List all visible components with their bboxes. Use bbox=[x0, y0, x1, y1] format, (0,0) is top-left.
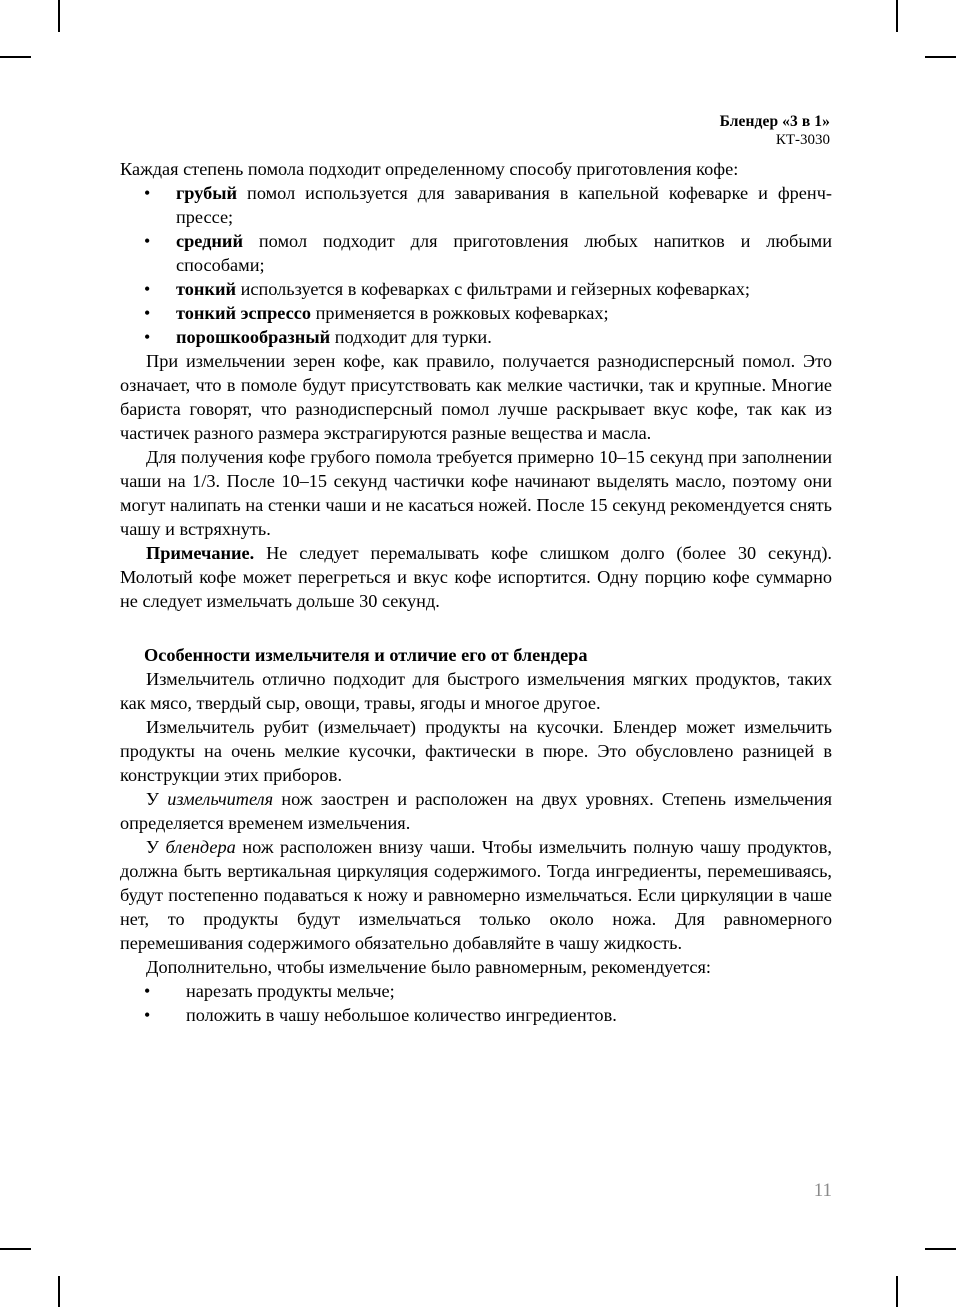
paragraph-polydisperse-grind: При измельчении зерен кофе, как правило, получается разнодисперсный помол. Это означает, что в помоле будут присутствовать как мелкие частички, так и крупные. Многие бариста говорят, что разнодисперсный помол лучше раскрывает вкус кофе, так как из частичек разного размера экстрагируются разные вещества и масла. bbox=[120, 351, 832, 443]
list-item-text: помол используется для заваривания в капельной кофеварке и френч-прессе; bbox=[176, 183, 832, 227]
crop-mark-top-left-horizontal bbox=[0, 56, 31, 58]
crop-mark-bottom-left-vertical bbox=[58, 1276, 60, 1307]
running-head bbox=[120, 112, 830, 150]
crop-mark-bottom-right-vertical bbox=[896, 1276, 898, 1307]
section-spacer bbox=[120, 613, 832, 643]
body-text-column bbox=[120, 157, 832, 1027]
bullet-icon: • bbox=[144, 303, 151, 323]
list-item-lead: порошкообразный bbox=[176, 327, 331, 347]
bullet-icon: • bbox=[144, 327, 151, 347]
bullet-icon: • bbox=[144, 279, 151, 299]
crop-mark-top-left-vertical bbox=[58, 0, 60, 32]
crop-mark-bottom-left-horizontal bbox=[0, 1248, 31, 1250]
list-item bbox=[120, 229, 832, 277]
note-label: Примечание. bbox=[146, 543, 255, 563]
list-item-lead: тонкий bbox=[176, 279, 237, 299]
blender-emphasis: блендера bbox=[165, 837, 236, 857]
list-item bbox=[120, 181, 832, 229]
list-item bbox=[120, 979, 832, 1003]
note-text: Не следует перемалывать кофе слишком долго (более 30 секунд). Молотый кофе может перегреться и вкус кофе испортится. Одну порцию кофе суммарно не следует измельчать дольше 30 секунд. bbox=[120, 543, 832, 611]
bullet-icon: • bbox=[144, 231, 151, 251]
blender-blade-text-after: нож расположен внизу чаши. Чтобы измельчить полную чашу продуктов, должна быть вертикальная циркуляция содержимого. Тогда ингредиенты, перемешиваясь, будут постепенно подаваться к ножу и равномерно измельчаться. Если циркуляции в чаше нет, то продукты будут измельчаться только около ножа. Для равномерного перемешивания содержимого обязательно добавляйте в чашу жидкость. bbox=[120, 837, 833, 953]
list-item-text: положить в чашу небольшое количество ингредиентов. bbox=[186, 1005, 617, 1025]
list-item bbox=[120, 301, 832, 325]
running-head-model: КТ-3030 bbox=[775, 132, 830, 148]
list-item-text: подходит для турки. bbox=[330, 327, 492, 347]
paragraph-chopper-blade bbox=[120, 787, 832, 835]
paragraph-chopper-vs-blender: Измельчитель рубит (измельчает) продукты на кусочки. Блендер может измельчить продукты на очень мелкие кусочки, фактически в пюре. Это обусловлено разницей в конструкции этих приборов. bbox=[120, 717, 832, 785]
paragraph-coarse-grind-timing: Для получения кофе грубого помола требуется примерно 10–15 секунд при заполнении чаши на 1/3. После 10–15 секунд частички кофе начинают выделять масло, поэтому они могут налипать на стенки чаши и не касаться ножей. После 15 секунд рекомендуется снять чашу и встряхнуть. bbox=[120, 447, 832, 539]
section-heading: Особенности измельчителя и отличие его от блендера bbox=[144, 645, 588, 665]
list-item bbox=[120, 1003, 832, 1027]
blender-blade-text-before: У bbox=[146, 837, 166, 857]
paragraph-note bbox=[120, 541, 832, 613]
crop-mark-top-right-horizontal bbox=[925, 56, 956, 58]
bullet-icon: • bbox=[144, 1005, 151, 1025]
grind-type-list bbox=[120, 181, 832, 349]
bullet-icon: • bbox=[144, 981, 151, 1001]
paragraph-blender-blade bbox=[120, 835, 832, 955]
list-item bbox=[120, 277, 832, 301]
chopper-blade-text-after: нож заострен и расположен на двух уровнях. Степень измельчения определяется временем измельчения. bbox=[120, 789, 832, 833]
paragraph-additional-tips-intro: Дополнительно, чтобы измельчение было равномерным, рекомендуется: bbox=[146, 957, 711, 977]
running-head-title: Блендер «3 в 1» bbox=[719, 113, 830, 130]
list-item-text: нарезать продукты мельче; bbox=[186, 981, 395, 1001]
crop-mark-bottom-right-horizontal bbox=[925, 1248, 956, 1250]
list-item-lead: грубый bbox=[176, 183, 238, 203]
intro-paragraph: Каждая степень помола подходит определенному способу приготовления кофе: bbox=[120, 159, 739, 179]
list-item-text: применяется в рожковых кофеварках; bbox=[311, 303, 609, 323]
list-item bbox=[120, 325, 832, 349]
page-number: 11 bbox=[813, 1180, 832, 1201]
crop-mark-top-right-vertical bbox=[896, 0, 898, 32]
bullet-icon: • bbox=[144, 183, 151, 203]
chopper-blade-text-before: У bbox=[146, 789, 168, 809]
chopper-emphasis: измельчителя bbox=[167, 789, 274, 809]
list-item-lead: тонкий эспрессо bbox=[176, 303, 312, 323]
list-item-text: помол подходит для приготовления любых напитков и любыми способами; bbox=[176, 231, 832, 275]
list-item-text: используется в кофеварках с фильтрами и гейзерных кофеварках; bbox=[236, 279, 750, 299]
list-item-lead: средний bbox=[176, 231, 244, 251]
paragraph-chopper-soft-foods: Измельчитель отлично подходит для быстрого измельчения мягких продуктов, таких как мясо, твердый сыр, овощи, травы, ягоды и многое другое. bbox=[120, 669, 832, 713]
additional-tips-list bbox=[120, 979, 832, 1027]
